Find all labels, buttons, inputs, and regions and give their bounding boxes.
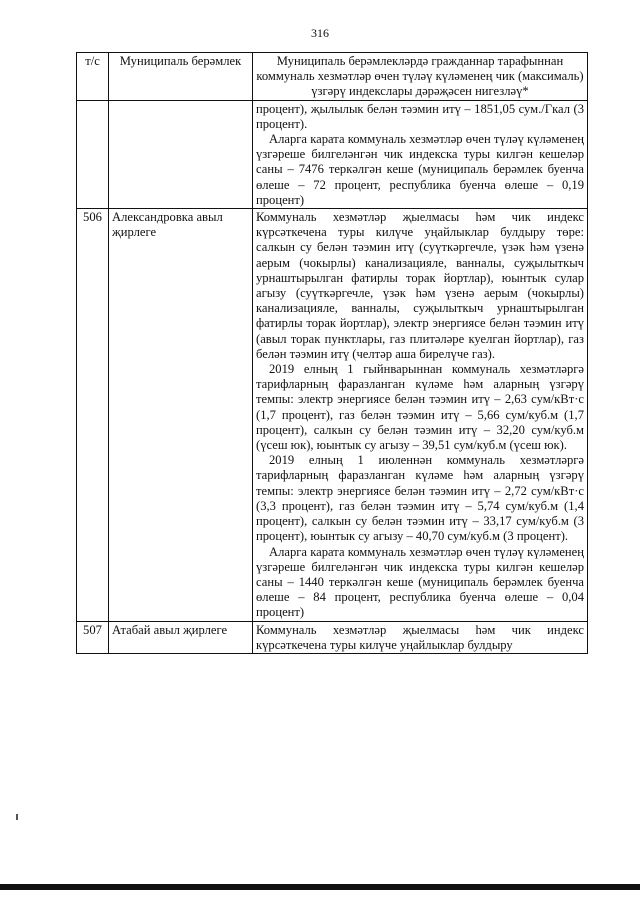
index-table xyxy=(76,52,588,654)
table-row-continuation xyxy=(77,100,588,208)
header-municipality: Муниципаль берәмлек xyxy=(109,53,253,101)
table-row-506 xyxy=(77,209,588,621)
cell-content xyxy=(253,621,588,653)
cell-content xyxy=(253,209,588,621)
cell-number: 507 xyxy=(77,621,109,653)
paragraph: Коммуналь хезмәтләр җыелмасы һәм чик индекс күрсәткечена туры килүче уңайлыклар булдыру төре: салкын су белән тәэмин итү (суүткәргечле, үзәк һәм үзенә аерым (чокырлы) канализацияле, ванналы, суҗылыткыч урнаштырылган фатирлы торак йортлар), юынтык сулар агызу (суүткәргечле, үзәк һәм үзенә аерым (чокырлы) канализацияле, ванналы, суҗылыткыч урнаштырылган фатирлы торак йортлар), электр энергиясе белән тәэмин итү (авыл торак пунктлары, газ плитәләре куелган йортлар), газ белән тәэмин итү (челтәр аша бирелүче газ). xyxy=(256,210,584,361)
cell-number: 506 xyxy=(77,209,109,621)
table-header-row xyxy=(77,53,588,101)
paragraph: Коммуналь хезмәтләр җыелмасы һәм чик индекс күрсәткечена туры килүче уңайлыклар булдыру xyxy=(256,622,584,652)
paragraph: 2019 елның 1 гыйнварыннан коммуналь хезмәтләргә тарифларның фаразланган күләме һәм аларның үзгәрү темпы: электр энергиясе белән тәэмин итү – 2,63 сум/кВт·с (1,7 процент), газ белән тәэмин итү – 5,66 сум/куб.м (1,7 процент), салкын су белән тәэмин итү – 32,20 сум/куб.м (үсеш юк), юынтык су агызу – 39,51 сум/куб.м (үсеш юк). xyxy=(256,362,584,453)
page-number: 316 xyxy=(311,26,329,40)
scan-mark xyxy=(16,814,18,820)
paragraph: Аларга карата коммуналь хезмәтләр өчен түләү күләменең үзгәреше билгеләнгән чик индекска туры килгән кешеләр саны – 1440 теркәлгән кеше (муниципаль берәмлек буенча өлеше – 84 процент, республика буенча өлеше – 0,04 процент) xyxy=(256,544,584,620)
paragraph: 2019 елның 1 июленнән коммуналь хезмәтләргә тарифларның фаразланган күләме һәм аларның үзгәрү темпы: электр энергиясе белән тәэмин итү – 2,72 сум/кВт·с (3,3 процент), газ белән тәэмин итү – 5,74 сум/куб.м (1,4 процент), салкын су белән тәэмин итү – 33,17 сум/куб.м (3 процент), юынтык су агызу – 40,70 сум/куб.м (3 процент). xyxy=(256,453,584,544)
header-number: т/с xyxy=(77,53,109,101)
cell-number xyxy=(77,100,109,208)
cell-content xyxy=(253,100,588,208)
cell-municipality: Александровка авыл җирлеге xyxy=(109,209,253,621)
scan-bottom-border xyxy=(0,884,640,890)
table-row-507 xyxy=(77,621,588,653)
cell-municipality: Атабай авыл җирлеге xyxy=(109,621,253,653)
cell-municipality xyxy=(109,100,253,208)
paragraph: Аларга карата коммуналь хезмәтләр өчен түләү күләменең үзгәреше билгеләнгән чик индекска туры килгән кешеләр саны – 7476 теркәлгән кеше (муниципаль берәмлек буенча өлеше – 72 процент, республика буенча өлеше – 0,19 процент) xyxy=(256,132,584,207)
paragraph: процент), җылылык белән тәэмин итү – 1851,05 сум./Гкал (3 процент). xyxy=(256,101,584,131)
header-justification: Муниципаль берәмлекләрдә гражданнар тарафыннан коммуналь хезмәтләр өчен түләү күләменең чик (максималь) үзгәрү индекслары дәрәҗәсен нигезләү* xyxy=(253,53,588,101)
